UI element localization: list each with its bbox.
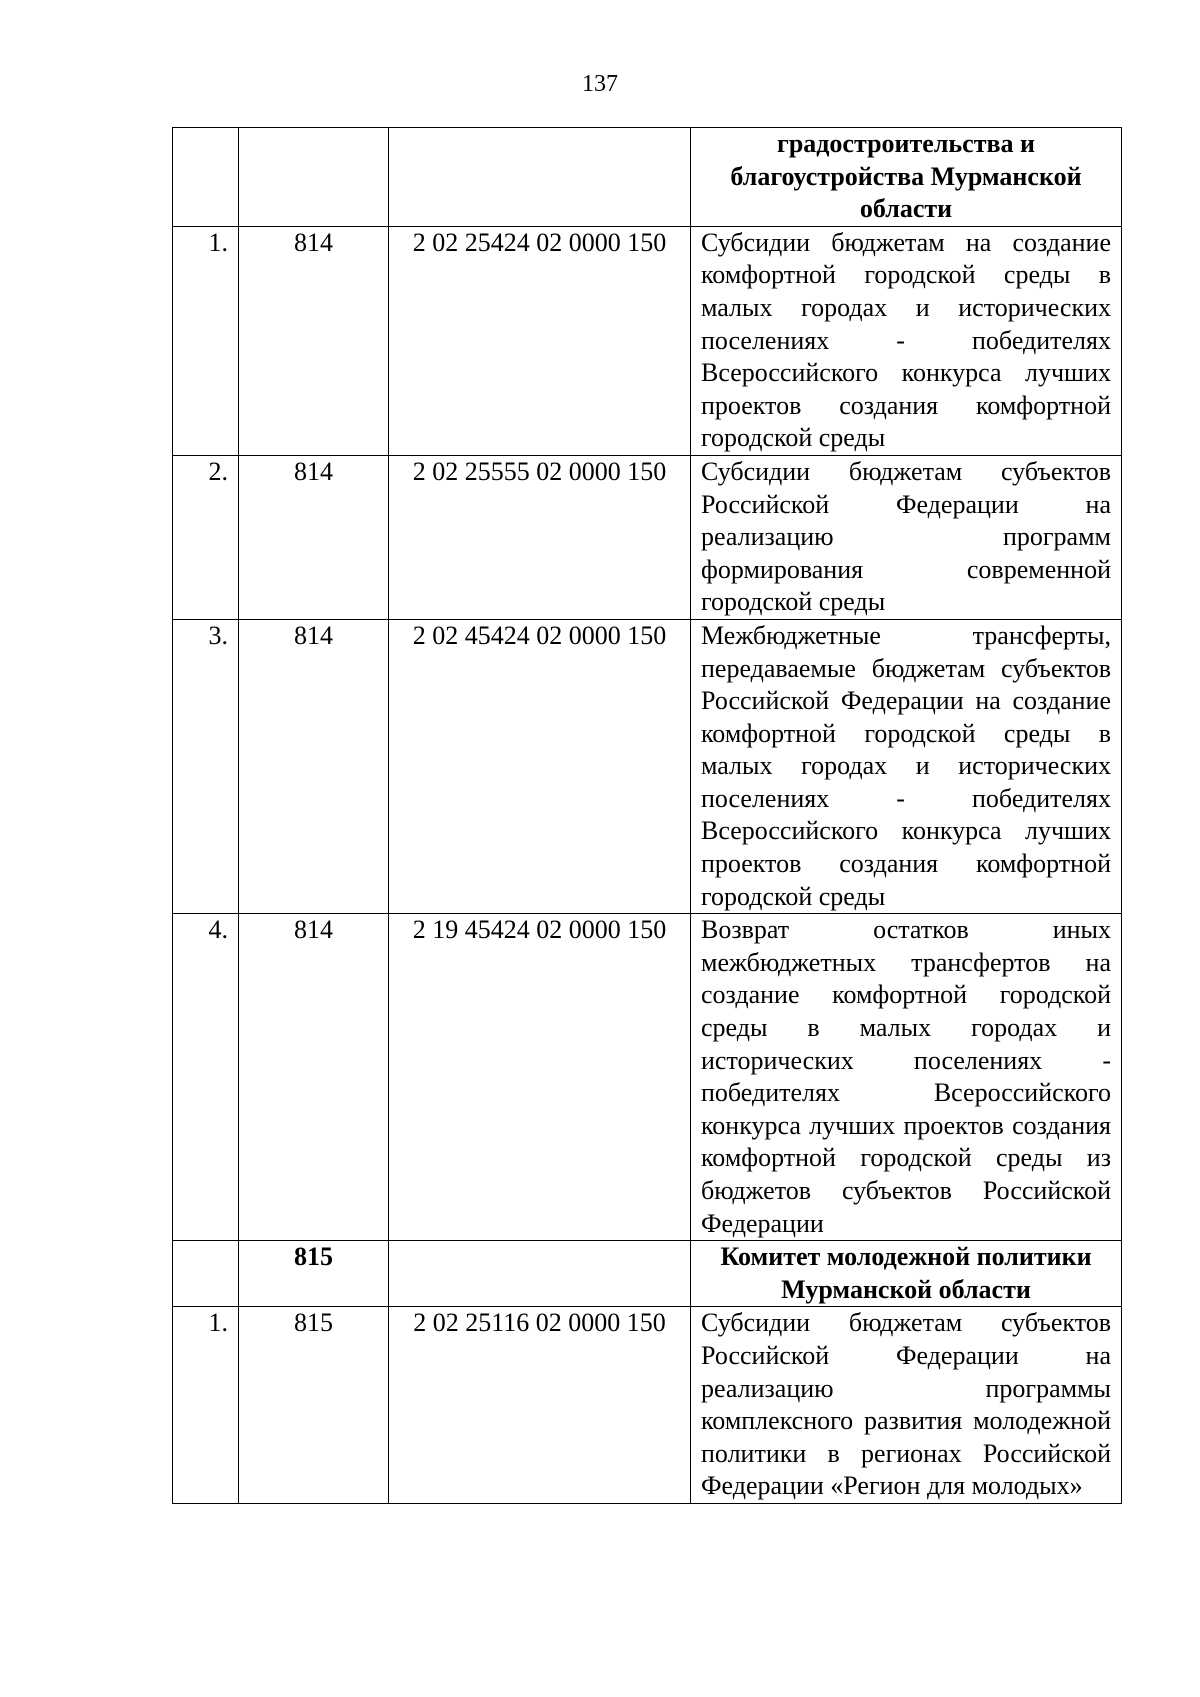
admin-code: 814 [239,619,389,913]
budget-code: 2 19 45424 02 0000 150 [389,914,691,1241]
table-row [173,914,1122,1241]
page-number: 137 [582,71,618,97]
revenue-description: Возврат остатков иных межбюджетных трансфертов на создание комфортной городской среды в малых городах и исторических поселениях - победителях Всероссийского конкурса лучших проектов создания комфортной городской среды из бюджетов субъектов Российской Федерации [691,914,1122,1241]
row-number: 1. [173,1307,239,1504]
budget-code: 2 02 25424 02 0000 150 [389,226,691,455]
admin-code: 815 [239,1307,389,1504]
row-number: 4. [173,914,239,1241]
row-number [173,128,239,227]
table-row [173,1241,1122,1307]
admin-code [239,128,389,227]
revenue-description: Субсидии бюджетам субъектов Российской Федерации на реализацию программы комплексного развития молодежной политики в регионах Российской Федерации «Регион для молодых» [691,1307,1122,1504]
row-number: 2. [173,455,239,619]
table-row [173,455,1122,619]
admin-code: 814 [239,226,389,455]
admin-code: 814 [239,455,389,619]
admin-code: 814 [239,914,389,1241]
budget-code [389,128,691,227]
row-number [173,1241,239,1307]
revenue-description: Субсидии бюджетам субъектов Российской Федерации на реализацию программ формирования современной городской среды [691,455,1122,619]
budget-code: 2 02 45424 02 0000 150 [389,619,691,913]
section-heading: Комитет молодежной политики Мурманской области [691,1241,1122,1307]
row-number: 3. [173,619,239,913]
admin-code: 815 [239,1241,389,1307]
table-row [173,1307,1122,1504]
budget-code: 2 02 25555 02 0000 150 [389,455,691,619]
budget-code [389,1241,691,1307]
revenue-description: Субсидии бюджетам на создание комфортной городской среды в малых городах и исторических поселениях - победителях Всероссийского конкурса лучших проектов создания комфортной городской среды [691,226,1122,455]
table-row [173,128,1122,227]
budget-code: 2 02 25116 02 0000 150 [389,1307,691,1504]
revenue-codes-table [172,127,1122,1504]
table-row [173,226,1122,455]
revenue-description: Межбюджетные трансферты, передаваемые бюджетам субъектов Российской Федерации на создание комфортной городской среды в малых городах и исторических поселениях - победителях Всероссийского конкурса лучших проектов создания комфортной городской среды [691,619,1122,913]
row-number: 1. [173,226,239,455]
table-row [173,619,1122,913]
section-heading: градостроительства и благоустройства Мурманской области [691,128,1122,227]
